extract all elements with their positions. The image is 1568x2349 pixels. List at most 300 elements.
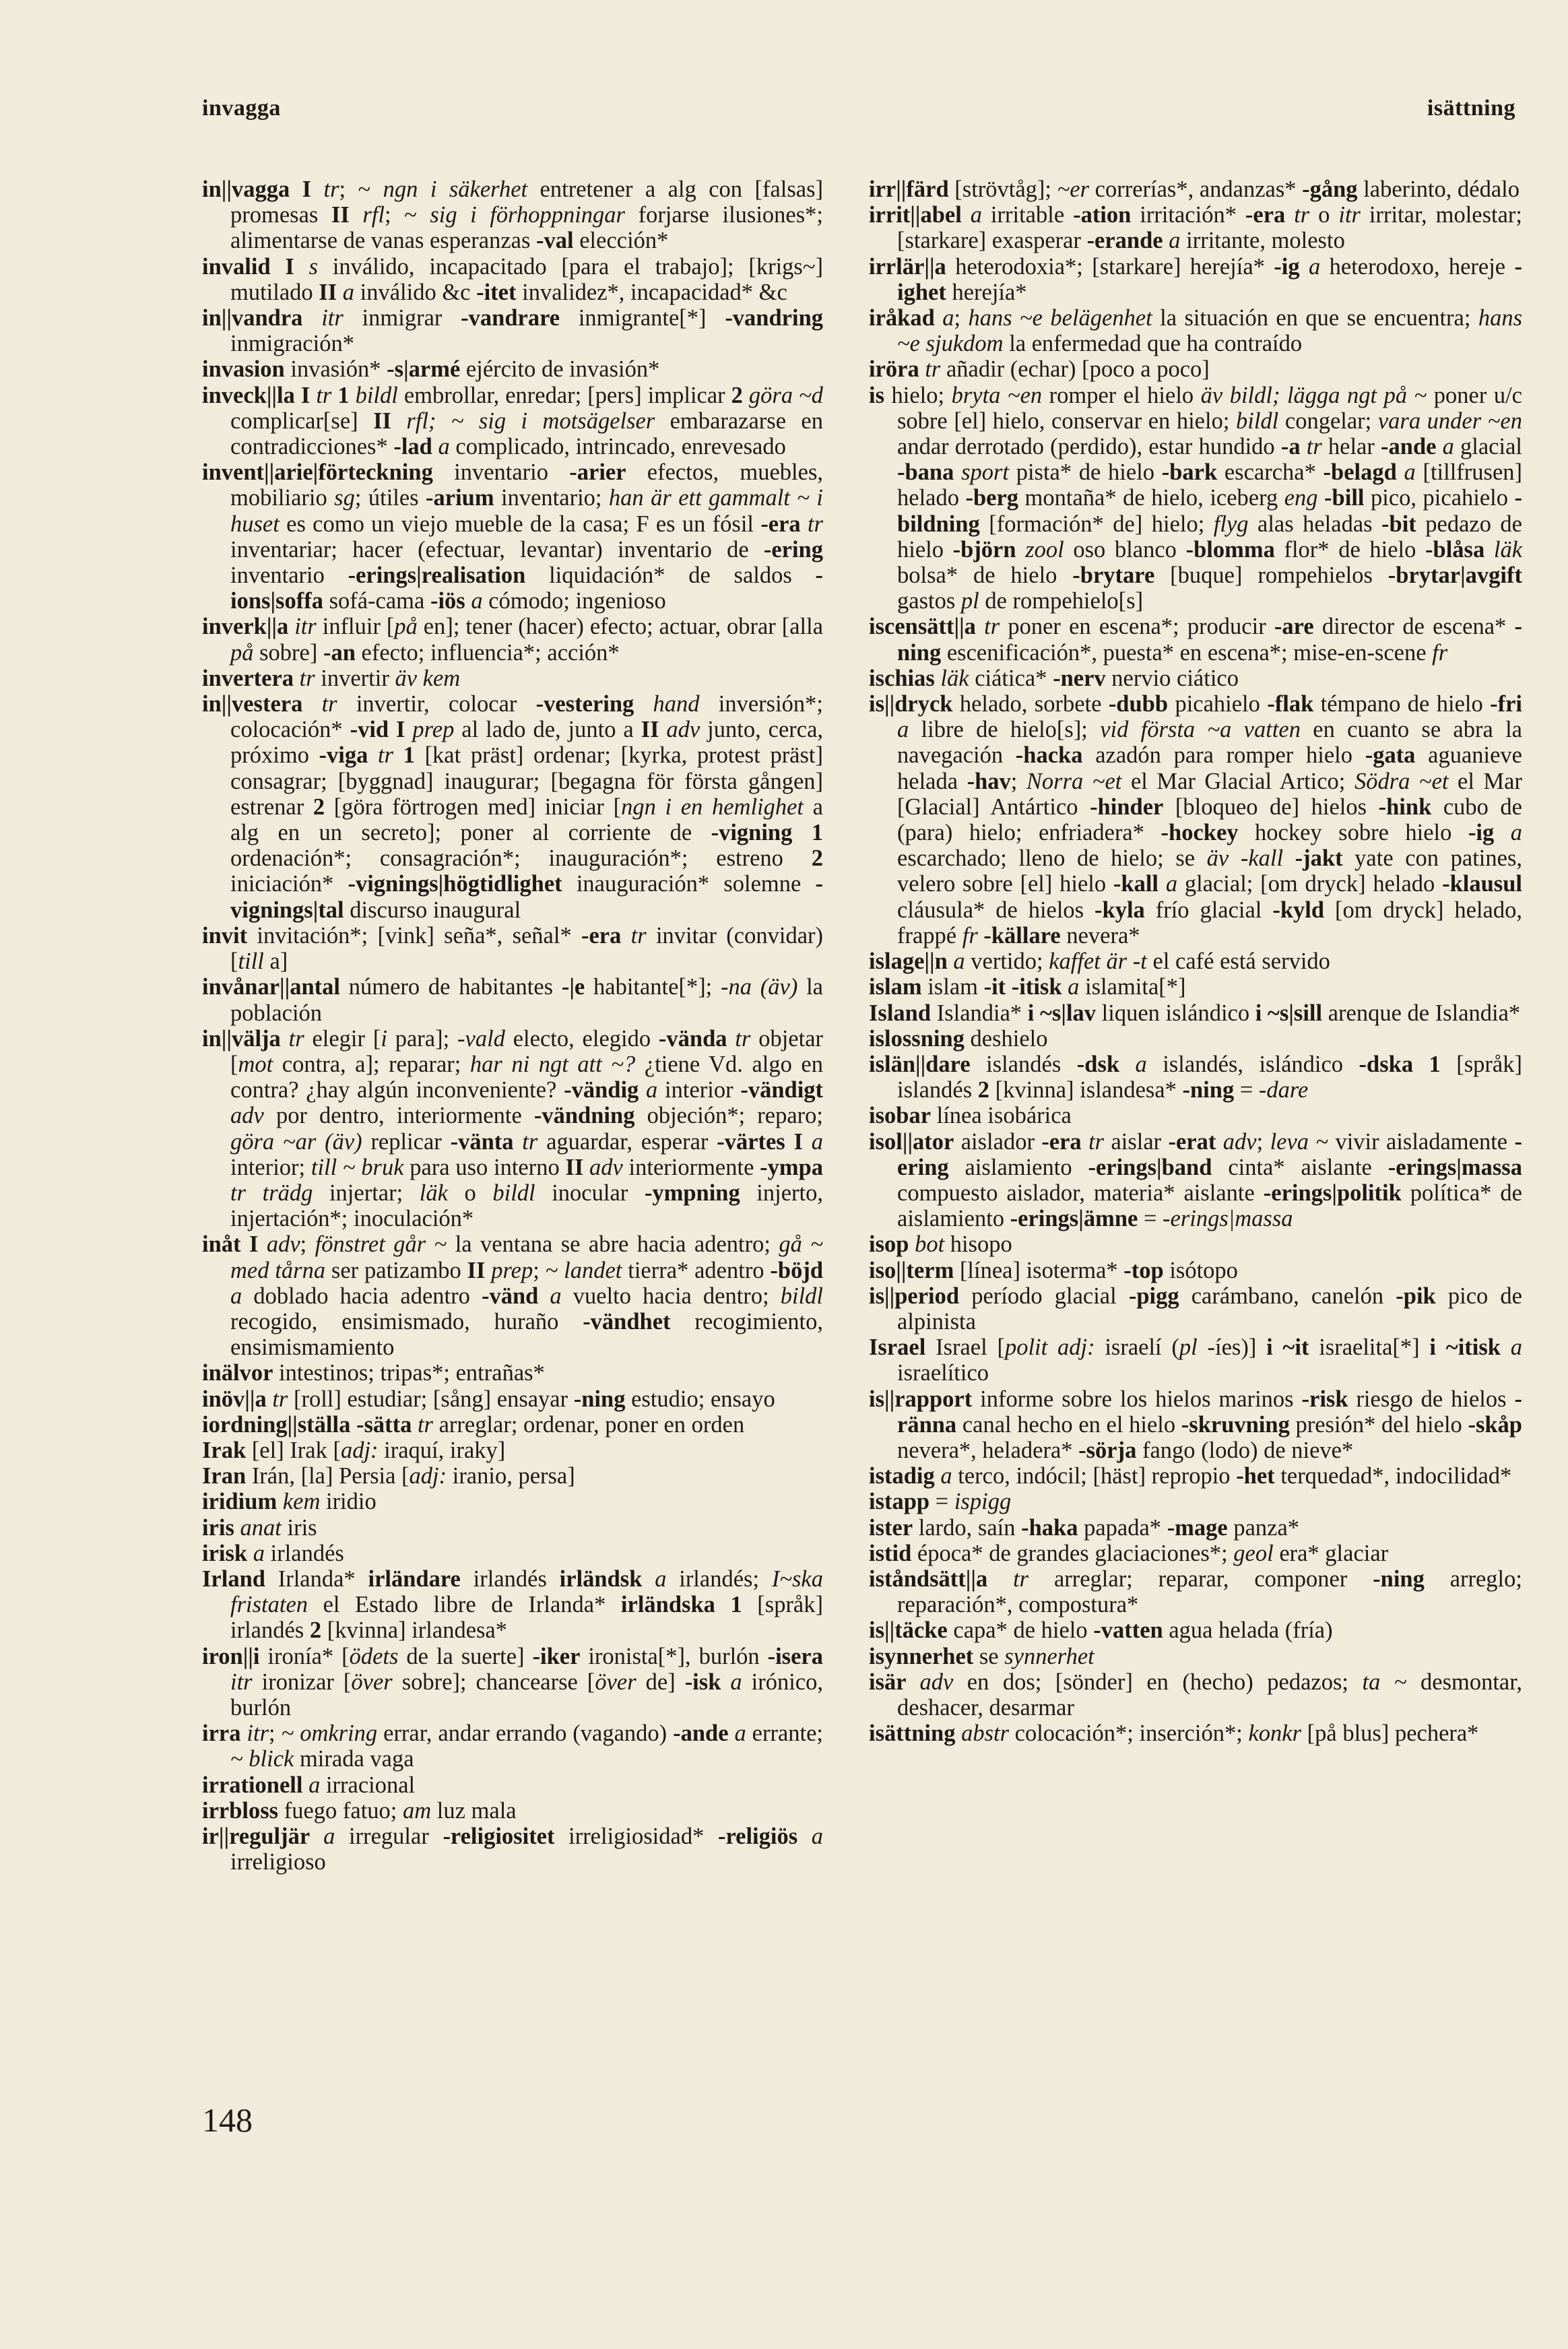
entry-label: äv kem <box>395 665 461 691</box>
entry-label: äv bildl; lägga ngt på ~ <box>1200 382 1427 408</box>
entry-headword: in||vandra <box>202 305 322 331</box>
entry-label: bryta ~en <box>951 382 1043 408</box>
entry-text: en cuanto se abra la navegación <box>897 717 1522 769</box>
entry-label: a <box>471 588 483 614</box>
entry-text: ; ~ <box>384 202 430 228</box>
dictionary-entry <box>202 1026 823 1232</box>
entry-headword: -s|armé <box>387 356 461 383</box>
entry-text: arreglo; reparación*, compostura* <box>897 1566 1522 1618</box>
entry-text: o <box>447 1180 493 1206</box>
entry-label: tr <box>1088 1128 1105 1155</box>
entry-label: a <box>253 1540 265 1566</box>
entry-label: a <box>438 434 450 460</box>
entry-headword: -vid I <box>350 717 413 743</box>
dictionary-entry <box>202 1489 823 1514</box>
entry-text: embrollar, enredar; [pers] implicar <box>397 382 731 408</box>
entry-headword: invent||arie|förteckning <box>202 459 433 486</box>
entry-headword: -skruvning <box>1181 1411 1290 1438</box>
entry-text: la ventana se abre hacia adentro; <box>447 1231 779 1258</box>
entry-headword: -flak <box>1267 691 1314 717</box>
entry-text: pico, picahielo <box>1364 485 1515 511</box>
entry-headword: -blomma <box>1185 536 1275 562</box>
entry-text: capa* de hielo <box>947 1617 1094 1644</box>
entry-headword: islossning <box>869 1025 965 1052</box>
entry-label: polit adj: <box>1004 1334 1095 1361</box>
entry-text: Islandia* <box>931 1000 1028 1026</box>
entry-text: irracional <box>320 1772 416 1798</box>
entry-text: ironizar [ <box>252 1669 352 1695</box>
entry-label: I~ska fristaten <box>230 1566 823 1618</box>
entry-text: estudio; ensayo <box>625 1386 775 1412</box>
entry-text: informe sobre los hielos marinos <box>972 1386 1302 1412</box>
entry-label: a <box>655 1566 667 1592</box>
entry-text: de] <box>636 1669 685 1695</box>
entry-text: israelí ( <box>1095 1334 1179 1361</box>
entry-text: inválido, incapacitado [para el trabajo]; [krigs~] mutilado <box>230 253 824 305</box>
entry-headword: -blåsa <box>1425 536 1494 562</box>
entry-headword: -björn <box>952 536 1026 562</box>
entry-text: [språk] islandés <box>897 1051 1522 1103</box>
entry-label: bildl <box>492 1180 535 1206</box>
entry-text: la situación en que se encuentra; <box>1152 305 1478 331</box>
entry-text: inmigrar <box>343 305 461 331</box>
entry-headword: -risk <box>1301 1386 1348 1412</box>
entry-label: ngn i en hemlighet <box>621 794 804 820</box>
entry-headword: -vandrare <box>461 305 560 331</box>
entry-text: [kvinna] islandesa* <box>989 1077 1183 1103</box>
entry-headword: -era <box>1245 202 1295 228</box>
entry-text: irritante, molesto <box>1180 228 1345 254</box>
entry-headword: II <box>373 408 407 434</box>
entry-headword: -vändigt <box>740 1077 824 1103</box>
entry-label: a <box>811 1824 823 1849</box>
entry-label: a <box>734 1720 746 1747</box>
entry-text: ; <box>300 1231 315 1258</box>
entry-headword: -hinder <box>1090 794 1164 820</box>
page-number: 148 <box>202 2101 253 2139</box>
entry-text: [språk] irlandés <box>230 1592 823 1644</box>
entry-label: till ~ bruk <box>311 1154 404 1180</box>
entry-text: cinta* aislante <box>1212 1154 1388 1180</box>
dictionary-entry <box>869 1103 1522 1128</box>
entry-text: escenificación*, puesta* en escena*; mise-en-scene <box>941 639 1433 666</box>
entry-text: desmontar, deshacer, desarmar <box>897 1669 1522 1720</box>
entry-text: irreligiosidad* <box>554 1824 718 1849</box>
entry-text: interiormente <box>622 1154 760 1180</box>
entry-text: montaña* de hielo, iceberg <box>1018 485 1284 511</box>
entry-headword: -brytar|avgift <box>1387 562 1522 589</box>
entry-text: hockey sobre hielo <box>1238 820 1468 846</box>
entry-text: objetar [ <box>230 1025 824 1077</box>
entry-label: har ni ngt att ~? <box>469 1051 636 1077</box>
entry-text: inventario; <box>494 485 609 511</box>
entry-label: -vald <box>457 1025 505 1052</box>
entry-label: a <box>1510 1334 1522 1361</box>
entry-headword: -vignings|högtidlighet <box>348 871 562 897</box>
entry-headword: in||vestera <box>202 691 322 717</box>
entry-label: a <box>811 1128 823 1155</box>
dictionary-entry <box>869 1386 1522 1464</box>
dictionary-entry <box>869 1258 1522 1283</box>
entry-headword: inveck||la I <box>202 382 317 408</box>
entry-text: heterodoxia*; [starkare] herejía* <box>946 253 1274 280</box>
entry-headword: -kyld <box>1272 897 1325 923</box>
entry-headword: -vandring <box>725 305 824 331</box>
entry-label: läk <box>1493 536 1523 562</box>
entry-headword: -ig <box>1274 253 1309 280</box>
entry-headword: invit <box>202 922 248 948</box>
entry-label: tr <box>807 511 823 537</box>
entry-headword: 2 <box>811 845 823 872</box>
entry-headword: -erande <box>1086 228 1169 254</box>
entry-text: por dentro, interiormente <box>263 1103 534 1129</box>
entry-text: ironista[*], burlón <box>580 1643 768 1669</box>
dictionary-entry <box>869 1000 1522 1026</box>
entry-label: han är ett gammalt ~ i huset <box>230 485 823 537</box>
dictionary-entry <box>869 1231 1522 1257</box>
entry-headword: istid <box>869 1540 912 1566</box>
entry-label: itr <box>321 305 344 331</box>
entry-text: a] <box>263 948 288 975</box>
entry-headword: -ande <box>673 1720 735 1747</box>
entry-headword: isol||ator <box>869 1128 954 1155</box>
dictionary-entry <box>869 1129 1522 1232</box>
entry-label: äv -kall <box>1206 845 1284 872</box>
dictionary-entry <box>869 1489 1522 1514</box>
entry-headword: -religiositet <box>443 1824 555 1849</box>
entry-headword: i ~itisk <box>1429 1334 1511 1361</box>
entry-label: tr <box>299 665 315 691</box>
entry-text: terco, indócil; [häst] repropio <box>952 1463 1237 1489</box>
dictionary-entry <box>869 176 1522 202</box>
entry-label: adv <box>230 1103 264 1129</box>
entry-headword: in||vagga I <box>202 176 324 202</box>
dictionary-entry <box>869 383 1522 614</box>
dictionary-entry <box>202 383 823 460</box>
left-column <box>202 176 823 1875</box>
entry-headword: -vestering <box>535 691 653 717</box>
entry-text: escarchado; lleno de hielo; se <box>897 845 1207 872</box>
entry-headword: islän||dare <box>869 1051 971 1077</box>
entry-label: fönstret går ~ <box>315 1231 447 1258</box>
entry-text: Irán, [la] Persia [ <box>246 1463 410 1489</box>
entry-text: panza* <box>1227 1514 1300 1541</box>
entry-text: liquen islándico <box>1096 1000 1255 1026</box>
entry-headword: 2 <box>977 1077 990 1103</box>
entry-text: ser patizambo <box>325 1257 467 1283</box>
entry-text: ; <box>1010 768 1026 794</box>
entry-text: [formación* de] hielo; <box>979 511 1214 537</box>
entry-label: adv <box>266 1231 300 1258</box>
entry-headword: 2 <box>309 1617 322 1644</box>
entry-label: rfl; ~ sig i motsägelser <box>406 408 655 434</box>
entry-text: deshielo <box>964 1025 1048 1052</box>
entry-text: inocular <box>535 1180 645 1206</box>
entry-text: aguardar, esperar <box>537 1128 717 1155</box>
entry-label: ~ omkring <box>281 1720 378 1747</box>
entry-text: ¿tiene Vd. algo en contra? ¿hay algún inconveniente? <box>230 1051 823 1103</box>
entry-headword: -|e <box>561 974 585 1000</box>
entry-text: colocación*; inserción*; <box>1009 1720 1249 1747</box>
entry-label: konkr <box>1248 1720 1302 1747</box>
dictionary-entry <box>869 1541 1522 1566</box>
entry-label: mot <box>238 1051 273 1077</box>
entry-text: congelar; <box>1278 408 1378 434</box>
entry-label: fr <box>962 922 978 948</box>
entry-headword: -lad <box>393 434 438 460</box>
entry-label: sig i förhoppningar <box>430 202 625 228</box>
entry-label: -dare <box>1258 1077 1309 1103</box>
entry-headword: inälvor <box>202 1360 273 1386</box>
entry-text: arreglar; ordenar, poner en orden <box>432 1411 745 1438</box>
entry-text: se <box>973 1643 1005 1669</box>
entry-text: efectos, muebles, mobiliario <box>230 459 823 511</box>
entry-label: tr <box>630 922 647 948</box>
entry-text: nevera* <box>1060 922 1140 948</box>
entry-headword: irrit||abel <box>869 202 971 228</box>
entry-text: iranio, persa] <box>447 1463 575 1489</box>
entry-headword: i ~it <box>1266 1334 1309 1361</box>
entry-text: romper el hielo <box>1042 382 1201 408</box>
entry-headword: ischias <box>869 665 941 691</box>
entry-text: recogido, ensimismado, huraño <box>230 1308 583 1334</box>
entry-headword: i ~s|sill <box>1255 1000 1323 1026</box>
entry-label: över <box>595 1669 636 1695</box>
entry-headword: in||välja <box>202 1025 289 1052</box>
entry-text: laberinto, dédalo <box>1357 176 1520 202</box>
dictionary-entry <box>202 1438 823 1463</box>
entry-text: inauguración* solemne <box>562 871 816 897</box>
entry-label: tr <box>417 1411 433 1438</box>
entry-label: kaffet är -t <box>1049 948 1147 975</box>
entry-text: pico de alpinista <box>897 1283 1522 1334</box>
dictionary-entry <box>202 459 823 614</box>
entry-label: a <box>730 1669 742 1695</box>
entry-headword: -arium <box>426 485 494 511</box>
entry-headword: Irak <box>202 1437 247 1463</box>
entry-label: a <box>970 202 982 228</box>
entry-headword: is||dryck <box>869 691 953 717</box>
entry-headword: -vatten <box>1093 1617 1163 1644</box>
entry-label: tr <box>735 1025 751 1052</box>
entry-text: riesgo de hielos <box>1348 1386 1515 1412</box>
entry-text: irlandés <box>264 1540 344 1566</box>
entry-label: fr <box>1432 639 1448 666</box>
entry-text: ; <box>954 305 969 331</box>
entry-text: el Mar Glacial Artico; <box>1121 768 1354 794</box>
entry-text: ciática* <box>969 665 1053 691</box>
entry-headword: -ning <box>897 614 1522 666</box>
entry-label: a <box>550 1283 562 1309</box>
entry-headword: -jakt <box>1283 845 1343 872</box>
entry-label: hans ~e sjukdom <box>897 305 1523 357</box>
entry-headword: Iran <box>202 1463 247 1489</box>
entry-text: heterodoxo, hereje <box>1320 253 1515 280</box>
entry-headword: -erings|ämne <box>1010 1206 1138 1232</box>
running-head-left: invagga <box>202 96 281 121</box>
entry-headword: ir||reguljär <box>202 1824 324 1849</box>
entry-text: terquedad*, indocilidad* <box>1274 1463 1512 1489</box>
entry-text: doblado hacia adentro <box>242 1283 482 1309</box>
entry-headword: iordning||ställa -sätta <box>202 1411 418 1438</box>
entry-text: islandés <box>970 1051 1077 1077</box>
entry-text: [om dryck] helado, frappé <box>897 897 1522 948</box>
entry-text: alas heladas <box>1248 511 1382 537</box>
entry-label: tr <box>323 176 339 202</box>
entry-label: adv <box>919 1669 954 1695</box>
entry-text: escarcha* <box>1217 459 1324 486</box>
entry-headword: isättning <box>869 1720 962 1747</box>
entry-text: para uso interno <box>403 1154 566 1180</box>
entry-text: picahielo <box>1168 691 1268 717</box>
entry-headword: -iker <box>532 1643 581 1669</box>
entry-text: glacial; [om dryck] helado <box>1177 871 1443 897</box>
entry-label: tr <box>925 356 941 383</box>
entry-text: cláusula* de hielos <box>897 897 1095 923</box>
entry-text: vivir aisladamente <box>1328 1128 1515 1155</box>
entry-text: habitante[*]; <box>585 974 721 1000</box>
entry-headword: is||täcke <box>869 1617 948 1644</box>
entry-headword: -bana <box>897 459 962 486</box>
entry-text: = <box>1234 1077 1259 1103</box>
entry-text: isótopo <box>1163 1257 1238 1283</box>
entry-text: entretener a alg con [falsas] promesas <box>230 176 823 228</box>
entry-text: línea isobárica <box>931 1103 1072 1129</box>
entry-text: replicar <box>362 1128 451 1155</box>
entry-headword: -dubb <box>1108 691 1169 717</box>
entry-headword: iscensätt||a <box>869 614 985 640</box>
entry-label: göra ~ar (äv) <box>230 1128 362 1155</box>
entry-headword: -vignings|tal <box>230 871 823 923</box>
dictionary-entry <box>202 1772 823 1798</box>
entry-headword: -vänta <box>450 1128 523 1155</box>
entry-text: irritable <box>982 202 1074 228</box>
entry-label: tr trädg <box>230 1180 313 1206</box>
entry-text: aislamiento <box>948 1154 1088 1180</box>
entry-label: prep <box>491 1257 533 1283</box>
entry-text: inmigración* <box>230 331 354 357</box>
entry-headword: istapp <box>869 1489 930 1515</box>
entry-text: pedazo de hielo <box>897 511 1522 562</box>
entry-headword: invånar||antal <box>202 974 340 1000</box>
entry-text: cómodo; ingenioso <box>482 588 666 614</box>
entry-headword: is||rapport <box>869 1386 973 1412</box>
entry-text: efecto; influencia*; acción* <box>355 639 620 666</box>
entry-label: geol <box>1233 1540 1274 1566</box>
dictionary-entry <box>869 1283 1522 1334</box>
entry-headword: iröra <box>869 356 925 383</box>
entry-headword: -itet <box>476 279 517 305</box>
entry-headword: irrationell <box>202 1772 309 1798</box>
entry-headword: -värtes I <box>717 1128 812 1155</box>
entry-label: a <box>942 305 954 331</box>
entry-text: era* glaciar <box>1273 1540 1389 1566</box>
entry-text: iris <box>281 1514 317 1541</box>
entry-text: iraquí, iraky] <box>378 1437 506 1463</box>
entry-label: flyg <box>1213 511 1249 537</box>
entry-headword: -religiös <box>717 1824 812 1849</box>
entry-label: bildl <box>780 1283 823 1309</box>
entry-headword: 1 <box>393 742 425 769</box>
entry-text: iniciación* <box>230 871 348 897</box>
entry-text: aislador <box>954 1128 1042 1155</box>
entry-headword: -isera <box>767 1643 823 1669</box>
entry-headword: iris <box>202 1514 240 1541</box>
entry-label: adj: <box>409 1463 447 1489</box>
dictionary-entry <box>202 1412 823 1438</box>
entry-text: complicado, intrincado, enrevesado <box>449 434 786 460</box>
entry-text: sofá-cama <box>323 588 430 614</box>
entry-label: itr <box>1338 202 1361 228</box>
dictionary-entry <box>869 1052 1522 1103</box>
entry-text: poner en escena*; producir <box>1000 614 1274 640</box>
dictionary-entry <box>202 691 823 923</box>
entry-text: luz mala <box>431 1797 517 1824</box>
dictionary-entry <box>202 1798 823 1824</box>
entry-text: liquidación* de saldos <box>525 562 816 589</box>
entry-headword: -belagd <box>1323 459 1404 486</box>
entry-text: elegir [ <box>304 1025 381 1052</box>
entry-headword: isär <box>869 1669 920 1695</box>
entry-text: pista* de hielo <box>1009 459 1162 486</box>
entry-headword: -top <box>1123 1257 1164 1283</box>
entry-headword: -dsk <box>1076 1051 1136 1077</box>
entry-headword: -pik <box>1396 1283 1436 1309</box>
entry-headword: Island <box>869 1000 932 1026</box>
entry-text: inventario <box>432 459 570 486</box>
entry-text: inversión*; colocación* <box>230 691 823 743</box>
entry-text: invalidez*, incapacidad* &c <box>516 279 787 305</box>
entry-headword: II <box>319 279 343 305</box>
entry-text: yate con patines, velero sobre [el] hielo <box>897 845 1522 897</box>
entry-headword: -ighet <box>897 253 1523 305</box>
entry-headword: -ering <box>763 536 823 562</box>
entry-label: ta ~ <box>1362 1669 1407 1695</box>
entry-text: al lado de, junto a <box>454 717 641 743</box>
entry-label: ngn i säkerhet <box>383 176 528 202</box>
entry-headword: -ränna <box>897 1386 1522 1438</box>
entry-label: a <box>342 279 355 305</box>
entry-headword: -hav <box>967 768 1011 794</box>
dictionary-entry <box>869 691 1522 948</box>
entry-label: tr <box>1013 1566 1029 1592</box>
entry-headword: -fri <box>1490 691 1522 717</box>
entry-text: la población <box>230 974 823 1026</box>
entry-headword: -ning <box>1182 1077 1235 1103</box>
entry-text: = <box>929 1489 954 1515</box>
entry-text: recogimiento, ensimismamiento <box>230 1308 823 1361</box>
entry-label: pl <box>960 588 979 614</box>
entry-headword: -isk <box>684 1669 731 1695</box>
entry-headword: -vändig <box>564 1077 647 1103</box>
entry-text: inventario <box>230 562 348 589</box>
entry-headword: isynnerhet <box>869 1643 974 1669</box>
entry-text: Israel [ <box>925 1334 1005 1361</box>
entry-text: forjarse ilusiones*; alimentarse de vanas esperanzas <box>230 202 824 254</box>
entry-text: fuego fatuo; <box>278 1797 403 1824</box>
dictionary-entry <box>869 974 1522 1000</box>
entry-label: -erings|massa <box>1163 1206 1293 1232</box>
entry-text: inválido &c <box>354 279 477 305</box>
entry-headword: Irland <box>202 1566 265 1592</box>
entry-headword: -ympning <box>644 1180 740 1206</box>
entry-label: adv <box>666 717 700 743</box>
entry-text: [göra förtrogen med] iniciar [ <box>333 794 622 820</box>
entry-headword: isop <box>869 1231 915 1258</box>
entry-headword: invertera <box>202 665 300 691</box>
entry-text: es como un viejo mueble de la casa; F es un fósil <box>279 511 761 537</box>
entry-label: i <box>381 1025 387 1052</box>
